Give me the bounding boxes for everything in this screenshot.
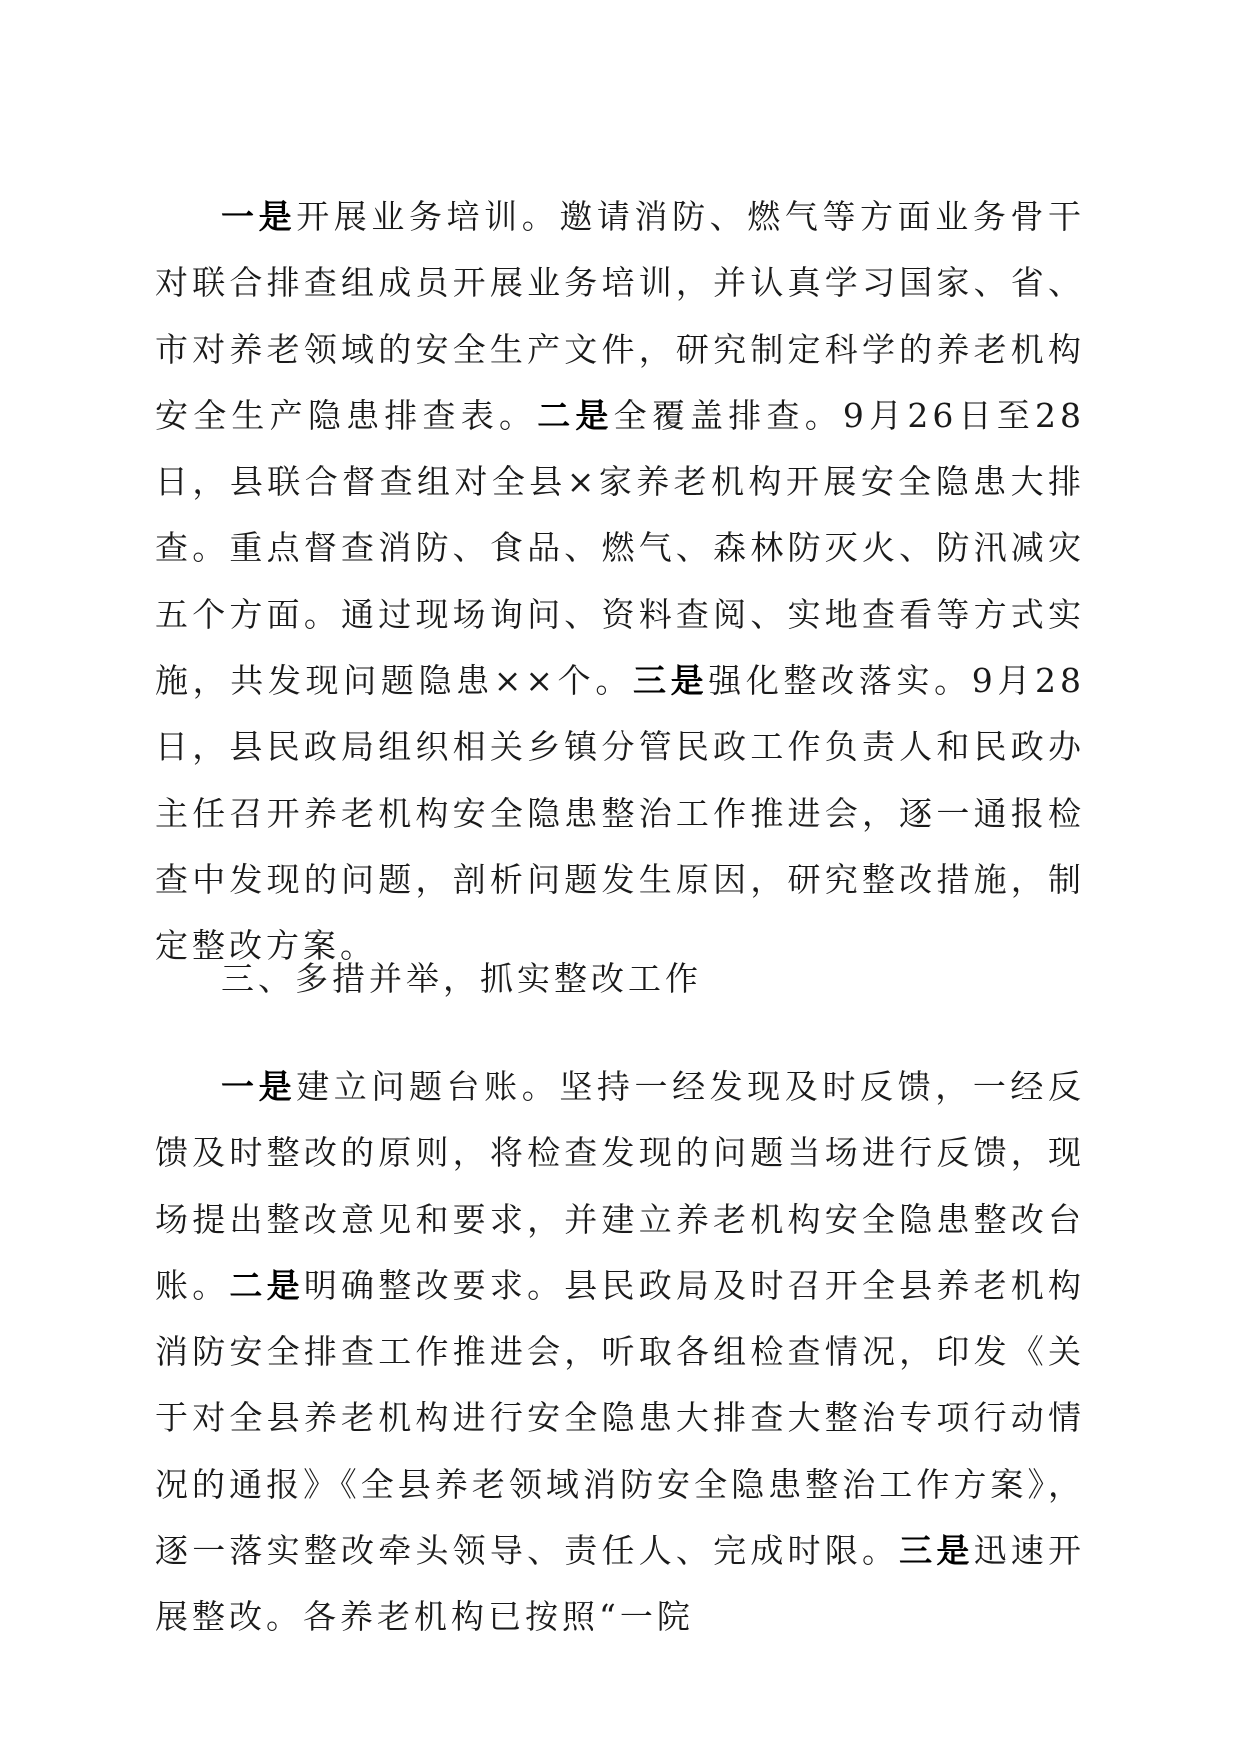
paragraph-text: 全覆盖排查。9月26日至28日，县联合督查组对全县×家养老机构开展安全隐患大排查。重点督查消防、食品、燃气、森林防灭火、防汛减灾五个方面。通过现场询问、资料查阅、实地查看等方式实施，共发现问题隐患××个。: [155, 395, 1086, 701]
paragraph-text: 建立问题台账。坚持一经发现及时反馈，一经反馈及时整改的原则，将检查发现的问题当场进行反馈，现场提出整改意见和要求，并建立养老机构安全隐患整改台账。: [155, 1067, 1086, 1305]
bold-marker-second: 二是: [229, 1265, 304, 1305]
bold-marker-third: 三是: [632, 661, 709, 701]
paragraph-inspection-measures: [155, 184, 1085, 980]
section-heading-3: 三、多措并举，抓实整改工作: [221, 959, 702, 998]
paragraph-text: 强化整改落实。9月28日，县民政局组织相关乡镇分管民政工作负责人和民政办主任召开养老机构安全隐患整治工作推进会，逐一通报检查中发现的问题，剖析问题发生原因，研究整改措施，制定整改方案。: [155, 661, 1085, 966]
bold-marker-second: 二是: [537, 395, 614, 435]
paragraph-text: 迅速开展整改。各养老机构已按照“一院: [155, 1531, 1086, 1637]
bold-marker-first: 一是: [221, 1067, 297, 1106]
bold-marker-first: 一是: [221, 197, 297, 236]
paragraph-text: 明确整改要求。县民政局及时召开全县养老机构消防安全排查工作推进会，听取各组检查情况，印发《关于对全县养老机构进行安全隐患大排查大整治专项行动情况的通报》《全县养老领域消防安全隐患整治工作方案》，逐一落实整改牵头领导、责任人、完成时限。: [155, 1265, 1086, 1571]
paragraph-text: 开展业务培训。邀请消防、燃气等方面业务骨干对联合排查组成员开展业务培训，并认真学习国家、省、市对养老领域的安全生产文件，研究制定科学的养老机构安全生产隐患排查表。: [155, 197, 1086, 435]
bold-marker-third: 三是: [899, 1531, 974, 1571]
paragraph-rectification-work: [155, 1054, 1085, 1651]
